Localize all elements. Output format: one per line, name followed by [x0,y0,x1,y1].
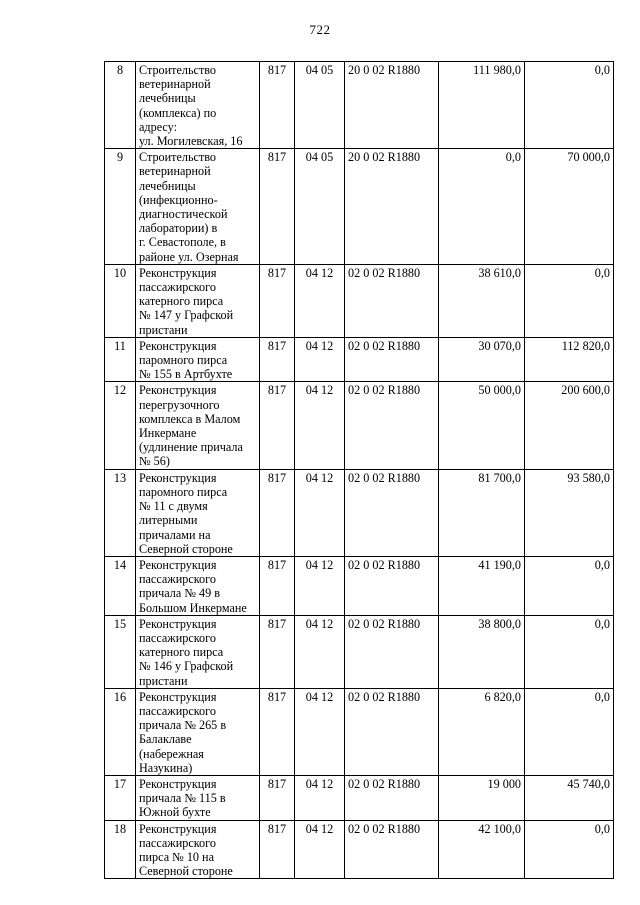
object-name-line: районе ул. Озерная [139,249,239,264]
amount-second-cell: 0,0 [525,556,614,615]
object-name-cell [136,337,260,382]
object-name-line: Реконструкция [139,557,217,572]
amount-first-cell: 50 000,0 [439,382,525,469]
ministry-code-cell: 817 [260,556,295,615]
row-number-cell: 11 [105,337,136,382]
row-number-cell: 18 [105,820,136,879]
object-name-cell [136,775,260,820]
object-name-line: Реконструкция [139,821,217,836]
object-name-line: Реконструкция [139,265,217,280]
object-name-line: комплекса в Малом [139,411,241,426]
amount-second-cell: 200 600,0 [525,382,614,469]
object-name-line: (комплекса) по [139,105,217,120]
object-name-cell [136,615,260,688]
section-code-cell: 04 05 [295,149,345,265]
section-code-cell: 04 12 [295,264,345,337]
object-name-line: пассажирского [139,703,216,718]
budget-table [104,61,614,879]
row-number-cell: 10 [105,264,136,337]
article-code-cell: 02 0 02 R1880 [345,337,439,382]
amount-first-cell: 19 000 [439,775,525,820]
object-name-line: литерными [139,513,198,528]
ministry-code-cell: 817 [260,688,295,775]
object-name-line: г. Севастополе, в [139,235,226,250]
object-name-line: паромного пирса [139,484,228,499]
article-code-cell: 02 0 02 R1880 [345,688,439,775]
object-name-line: причала № 115 в [139,791,226,806]
object-name-line: лечебницы [139,91,196,106]
object-name-line: Строительство [139,63,217,77]
object-name-line: № 56) [139,454,170,469]
object-name-line: № 11 с двумя [139,499,208,514]
object-name-line: паромного пирса [139,353,228,368]
row-number-cell: 16 [105,688,136,775]
table-row [105,264,614,337]
section-code-cell: 04 12 [295,382,345,469]
table-body [105,62,614,879]
object-name-line: пассажирского [139,630,216,645]
object-name-cell [136,264,260,337]
row-number-cell: 12 [105,382,136,469]
article-code-cell: 02 0 02 R1880 [345,382,439,469]
object-name-cell [136,688,260,775]
object-name-cell [136,556,260,615]
table-row [105,820,614,879]
object-name-line: ул. Могилевская, 16 [139,134,243,149]
amount-first-cell: 38 800,0 [439,615,525,688]
article-code-cell: 02 0 02 R1880 [345,264,439,337]
object-name-line: Северной стороне [139,864,233,879]
page-number: 722 [309,22,331,37]
object-name-line: пассажирского [139,835,216,850]
amount-second-cell: 0,0 [525,62,614,149]
object-name-line: (набережная [139,746,204,761]
object-name-line: катерного пирса [139,294,224,309]
amount-first-cell: 30 070,0 [439,337,525,382]
amount-first-cell: 0,0 [439,149,525,265]
object-name-line: (инфекционно- [139,192,218,207]
section-code-cell: 04 12 [295,337,345,382]
object-name-line: пирса № 10 на [139,849,214,864]
ministry-code-cell: 817 [260,469,295,556]
row-number-cell: 14 [105,556,136,615]
object-name-line: Южной бухте [139,805,211,820]
object-name-line: ветеринарной [139,77,211,92]
ministry-code-cell: 817 [260,615,295,688]
amount-first-cell: 42 100,0 [439,820,525,879]
amount-second-cell: 0,0 [525,688,614,775]
amount-second-cell: 0,0 [525,615,614,688]
table-row [105,615,614,688]
table-row [105,382,614,469]
object-name-line: причала № 265 в [139,718,227,733]
row-number-cell: 13 [105,469,136,556]
article-code-cell: 02 0 02 R1880 [345,820,439,879]
object-name-line: лечебницы [139,178,196,193]
table-row [105,556,614,615]
object-name-line: Балаклаве [139,732,192,747]
ministry-code-cell: 817 [260,264,295,337]
object-name-line: перегрузочного [139,397,220,412]
amount-second-cell: 0,0 [525,820,614,879]
amount-second-cell: 45 740,0 [525,775,614,820]
object-name-line: № 146 у Графской [139,659,234,674]
article-code-cell: 02 0 02 R1880 [345,775,439,820]
amount-second-cell: 93 580,0 [525,469,614,556]
row-number-cell: 17 [105,775,136,820]
object-name-line: пристани [139,673,188,688]
section-code-cell: 04 12 [295,775,345,820]
amount-first-cell: 81 700,0 [439,469,525,556]
object-name-line: Инкермане [139,426,197,441]
object-name-cell [136,820,260,879]
object-name-line: диагностической [139,207,228,222]
section-code-cell: 04 05 [295,62,345,149]
object-name-cell [136,469,260,556]
object-name-cell [136,382,260,469]
object-name-line: № 155 в Артбухте [139,367,233,382]
table-row [105,688,614,775]
object-name-cell [136,149,260,265]
amount-first-cell: 38 610,0 [439,264,525,337]
object-name-line: пристани [139,322,188,337]
table-row [105,337,614,382]
row-number-cell: 9 [105,149,136,265]
object-name-line: Реконструкция [139,383,217,398]
ministry-code-cell: 817 [260,775,295,820]
amount-second-cell: 0,0 [525,264,614,337]
amount-second-cell: 70 000,0 [525,149,614,265]
object-name-line: катерного пирса [139,645,224,660]
object-name-line: Реконструкция [139,776,217,791]
section-code-cell: 04 12 [295,556,345,615]
object-name-line: Большом Инкермане [139,600,247,615]
object-name-line: причала № 49 в [139,586,220,601]
table-row [105,775,614,820]
ministry-code-cell: 817 [260,382,295,469]
object-name-line: Назукина) [139,760,193,775]
ministry-code-cell: 817 [260,149,295,265]
section-code-cell: 04 12 [295,615,345,688]
object-name-line: ветеринарной [139,164,211,179]
object-name-line: Реконструкция [139,470,217,485]
article-code-cell: 20 0 02 R1880 [345,62,439,149]
object-name-line: (удлинение причала [139,440,243,455]
table-row [105,149,614,265]
object-name-line: причалами на [139,527,211,542]
object-name-line: пассажирского [139,572,216,587]
object-name-line: № 147 у Графской [139,308,234,323]
article-code-cell: 20 0 02 R1880 [345,149,439,265]
amount-second-cell: 112 820,0 [525,337,614,382]
ministry-code-cell: 817 [260,820,295,879]
object-name-line: пассажирского [139,280,216,295]
row-number-cell: 15 [105,615,136,688]
object-name-line: лаборатории) в [139,221,218,236]
article-code-cell: 02 0 02 R1880 [345,615,439,688]
table-row [105,469,614,556]
section-code-cell: 04 12 [295,688,345,775]
article-code-cell: 02 0 02 R1880 [345,556,439,615]
amount-first-cell: 111 980,0 [439,62,525,149]
ministry-code-cell: 817 [260,62,295,149]
amount-first-cell: 6 820,0 [439,688,525,775]
object-name-line: Северной стороне [139,541,233,556]
section-code-cell: 04 12 [295,820,345,879]
row-number-cell: 8 [105,62,136,149]
table-row [105,62,614,149]
object-name-line: Реконструкция [139,338,217,353]
amount-first-cell: 41 190,0 [439,556,525,615]
object-name-cell [136,62,260,149]
ministry-code-cell: 817 [260,337,295,382]
object-name-line: Реконструкция [139,616,217,631]
section-code-cell: 04 12 [295,469,345,556]
article-code-cell: 02 0 02 R1880 [345,469,439,556]
object-name-line: Реконструкция [139,689,217,704]
object-name-line: Строительство [139,150,217,165]
object-name-line: адресу: [139,119,177,134]
